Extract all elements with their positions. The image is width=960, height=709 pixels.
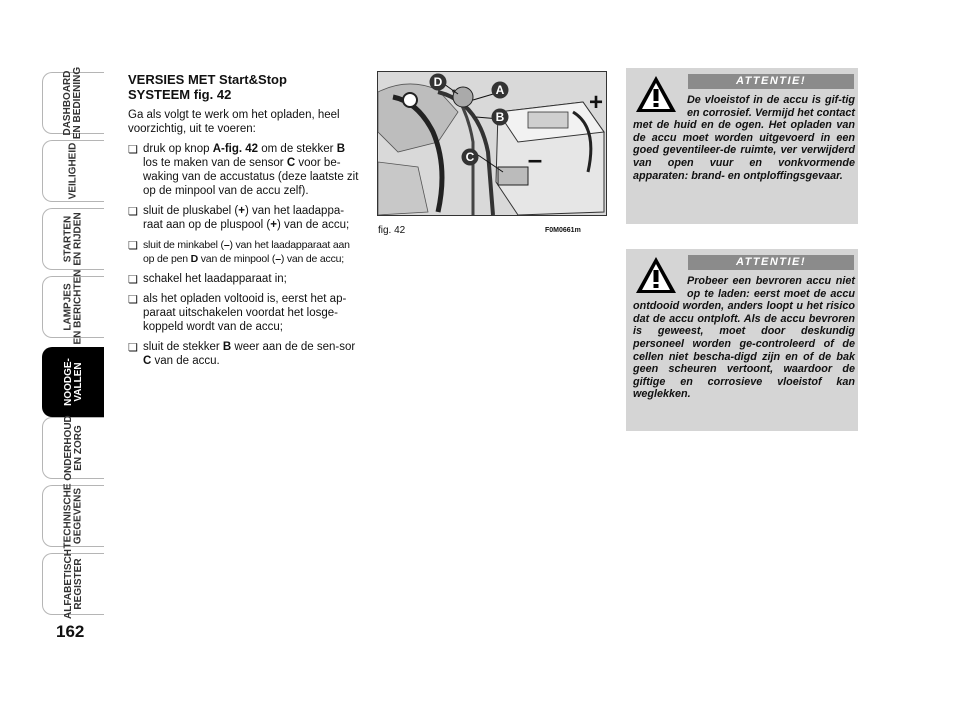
checkbox-bullet-icon: ❏ [128,274,138,286]
tab-technische[interactable] [42,485,104,547]
battery-illustration [378,72,606,215]
tab-label: ALFABETISCH REGISTER [62,549,84,619]
tab-label: STARTEN EN RIJDEN [62,212,84,266]
tab-label: LAMPJES EN BERICHTEN [62,269,84,345]
tab-onderhoud[interactable] [42,417,104,479]
heading-line: SYSTEEM fig. 42 [128,87,232,102]
tab-veiligheid[interactable] [42,140,104,202]
tab-label: TECHNISCHE GEGEVENS [62,483,84,549]
label-a: A [495,83,505,97]
checkbox-bullet-icon: ❏ [128,240,138,252]
figure-code: F0M0661m [545,227,581,234]
figure-caption: fig. 42 [378,225,406,236]
warning-title: ATTENTIE! [688,74,854,89]
figure-battery [377,71,607,216]
label-c: C [465,150,475,164]
minus-sign: – [527,144,543,174]
tab-lampjes[interactable] [42,269,104,345]
list-item: ❏ schakel het laadapparaat in; [128,273,287,286]
tab-noodgevallen[interactable] [42,347,104,417]
steps-list [128,142,360,368]
main-text [128,72,360,374]
warning-text: De vloeistof in de accu is gif-tig en corrosief. Vermijd het contact met de huid en de ogen. Het opladen van de accu moet worden uitgevoerd in een goed geventileer-de ruimte, ver verwijderd van open vuur en vonkvormende apparaten: brand- en ontploffingsgevaar. [633,94,855,182]
list-item: ❏ sluit de minkabel (–) van het laadapparaat aan op de pen D van de minpool (–) van de accu; [128,239,350,265]
checkbox-bullet-icon: ❏ [128,144,138,156]
tab-starten[interactable] [42,208,104,270]
heading-line: VERSIES MET Start&Stop [128,72,287,87]
tab-dashboard[interactable] [42,66,104,140]
label-b: B [495,110,505,124]
checkbox-bullet-icon: ❏ [128,294,138,306]
warning-box-1 [626,68,858,224]
plus-sign: + [588,89,604,116]
checkbox-bullet-icon: ❏ [128,206,138,218]
tab-label: ONDERHOUD EN ZORG [62,415,84,481]
tab-label: NOODGE- VALLEN [62,358,84,406]
checkbox-bullet-icon: ❏ [128,342,138,354]
list-item: ❏ als het opladen voltooid is, eerst het ap-paraat uitschakelen voordat het losge-koppeld wordt van de accu; [128,293,347,333]
warning-box-2 [626,249,858,431]
tab-label: DASHBOARD EN BEDIENING [62,66,84,140]
warning-title: ATTENTIE! [688,255,854,270]
section-heading [128,72,360,102]
page-number: 162 [56,622,85,641]
list-item: ❏ druk op knop A-fig. 42 om de stekker B los te maken van de sensor C voor be-waking van de accustatus (deze laatste zit op de minpool van de accu zelf). [128,143,359,197]
warning-text: Probeer een bevroren accu niet op te laden: eerst moet de accu ontdooid worden, anders loopt u het risico dat de accu ontploft. Als de accu bevroren is geweest, moet door deskundig personeel worden ge-controleerd of de cellen niet bescha-digd zijn en of de bak geen scheuren vertoont, waardoor de giftige en corrosieve vloeistof kan weglekken. [633,275,855,401]
label-d: D [433,75,443,89]
tab-label: VEILIGHEID [67,142,79,200]
intro-paragraph: Ga als volgt te werk om het opladen, heel voorzichtig, uit te voeren: [128,109,340,135]
tab-register[interactable] [42,549,104,619]
list-item: ❏ sluit de stekker B weer aan de de sen-sor C van de accu. [128,341,356,367]
list-item: ❏ sluit de pluskabel (+) van het laadappa-raat aan op de pluspool (+) van de accu; [128,205,350,231]
